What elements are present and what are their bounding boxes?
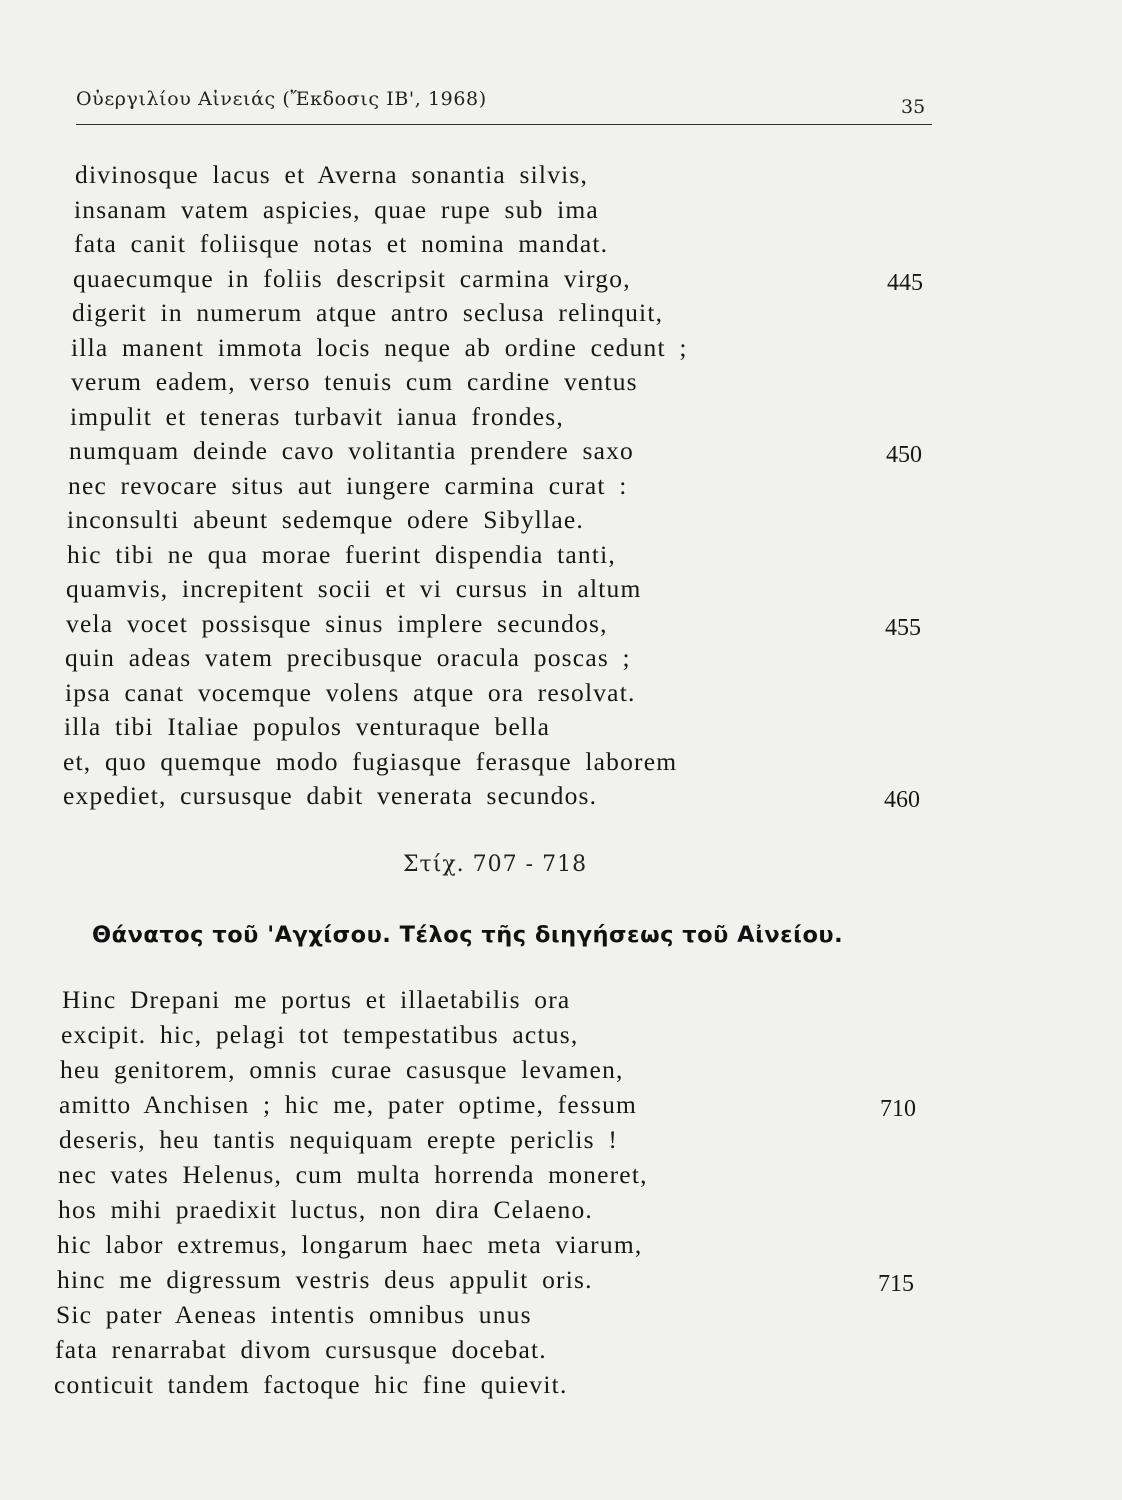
line-number: 710 (880, 1096, 916, 1122)
verse-line: fata canit foliisque notas et nomina mandat. (74, 229, 609, 258)
verse-line: et, quo quemque modo fugiasque ferasque laborem (63, 747, 678, 776)
line-number: 455 (885, 615, 921, 641)
verse-line: vela vocet possisque sinus implere secundos, (66, 609, 608, 638)
verse-line: amitto Anchisen ; hic me, pater optime, fessum (59, 1090, 638, 1119)
header-rule (76, 124, 932, 125)
verse-line: Hinc Drepani me portus et illaetabilis ora (62, 985, 571, 1014)
line-number: 460 (884, 787, 920, 813)
running-title: Οὐεργιλίου Αἰνειάς (Ἔκδοσις ΙΒ', 1968) (76, 88, 487, 110)
line-number: 450 (886, 442, 922, 468)
verse-line: divinosque lacus et Averna sonantia silvis, (75, 160, 589, 189)
verse-line: quamvis, increpitent socii et vi cursus in altum (66, 574, 642, 603)
verse-line: excipit. hic, pelagi tot tempestatibus actus, (61, 1020, 579, 1049)
verse-line: illa manent immota locis neque ab ordine cedunt ; (71, 333, 688, 362)
section-title: Θάνατος τοῦ 'Αγχίσου. Τέλος τῆς διηγήσεως τοῦ Αἰνείου. (92, 922, 844, 948)
verse-line: quaecumque in foliis descripsit carmina virgo, (73, 264, 631, 293)
section-reference: Στίχ. 707 - 718 (403, 852, 588, 877)
verse-line: insanam vatem aspicies, quae rupe sub ima (74, 195, 599, 224)
line-number: 715 (878, 1271, 914, 1297)
verse-line: quin adeas vatem precibusque oracula poscas ; (65, 643, 631, 672)
verse-line: conticuit tandem factoque hic fine quievit. (54, 1370, 568, 1399)
verse-line: expediet, cursusque dabit venerata secundos. (63, 781, 598, 810)
verse-line: inconsulti abeunt sedemque odere Sibyllae. (67, 505, 584, 534)
verse-line: impulit et teneras turbavit ianua frondes, (70, 402, 564, 431)
verse-line: nec vates Helenus, cum multa horrenda moneret, (58, 1160, 648, 1189)
verse-line: numquam deinde cavo volitantia prendere saxo (69, 436, 635, 465)
verse-line: hic tibi ne qua morae fuerint dispendia tanti, (67, 540, 616, 569)
page-number: 35 (901, 96, 926, 118)
verse-line: fata renarrabat divom cursusque docebat. (55, 1335, 547, 1364)
verse-line: Sic pater Aeneas intentis omnibus unus (56, 1300, 532, 1329)
verse-line: hos mihi praedixit luctus, non dira Celaeno. (58, 1195, 593, 1224)
verse-line: illa tibi Italiae populos venturaque bella (64, 712, 551, 741)
verse-line: digerit in numerum atque antro seclusa relinquit, (72, 298, 664, 327)
verse-line: ipsa canat vocemque volens atque ora resolvat. (65, 678, 636, 707)
line-number: 445 (887, 270, 923, 296)
verse-line: hic labor extremus, longarum haec meta viarum, (57, 1230, 643, 1259)
verse-line: verum eadem, verso tenuis cum cardine ventus (71, 367, 638, 396)
verse-line: nec revocare situs aut iungere carmina curat : (68, 471, 628, 500)
verse-line: hinc me digressum vestris deus appulit oris. (57, 1265, 593, 1294)
verse-line: heu genitorem, omnis curae casusque levamen, (60, 1055, 624, 1084)
verse-line: deseris, heu tantis nequiquam erepte periclis ! (59, 1125, 619, 1154)
